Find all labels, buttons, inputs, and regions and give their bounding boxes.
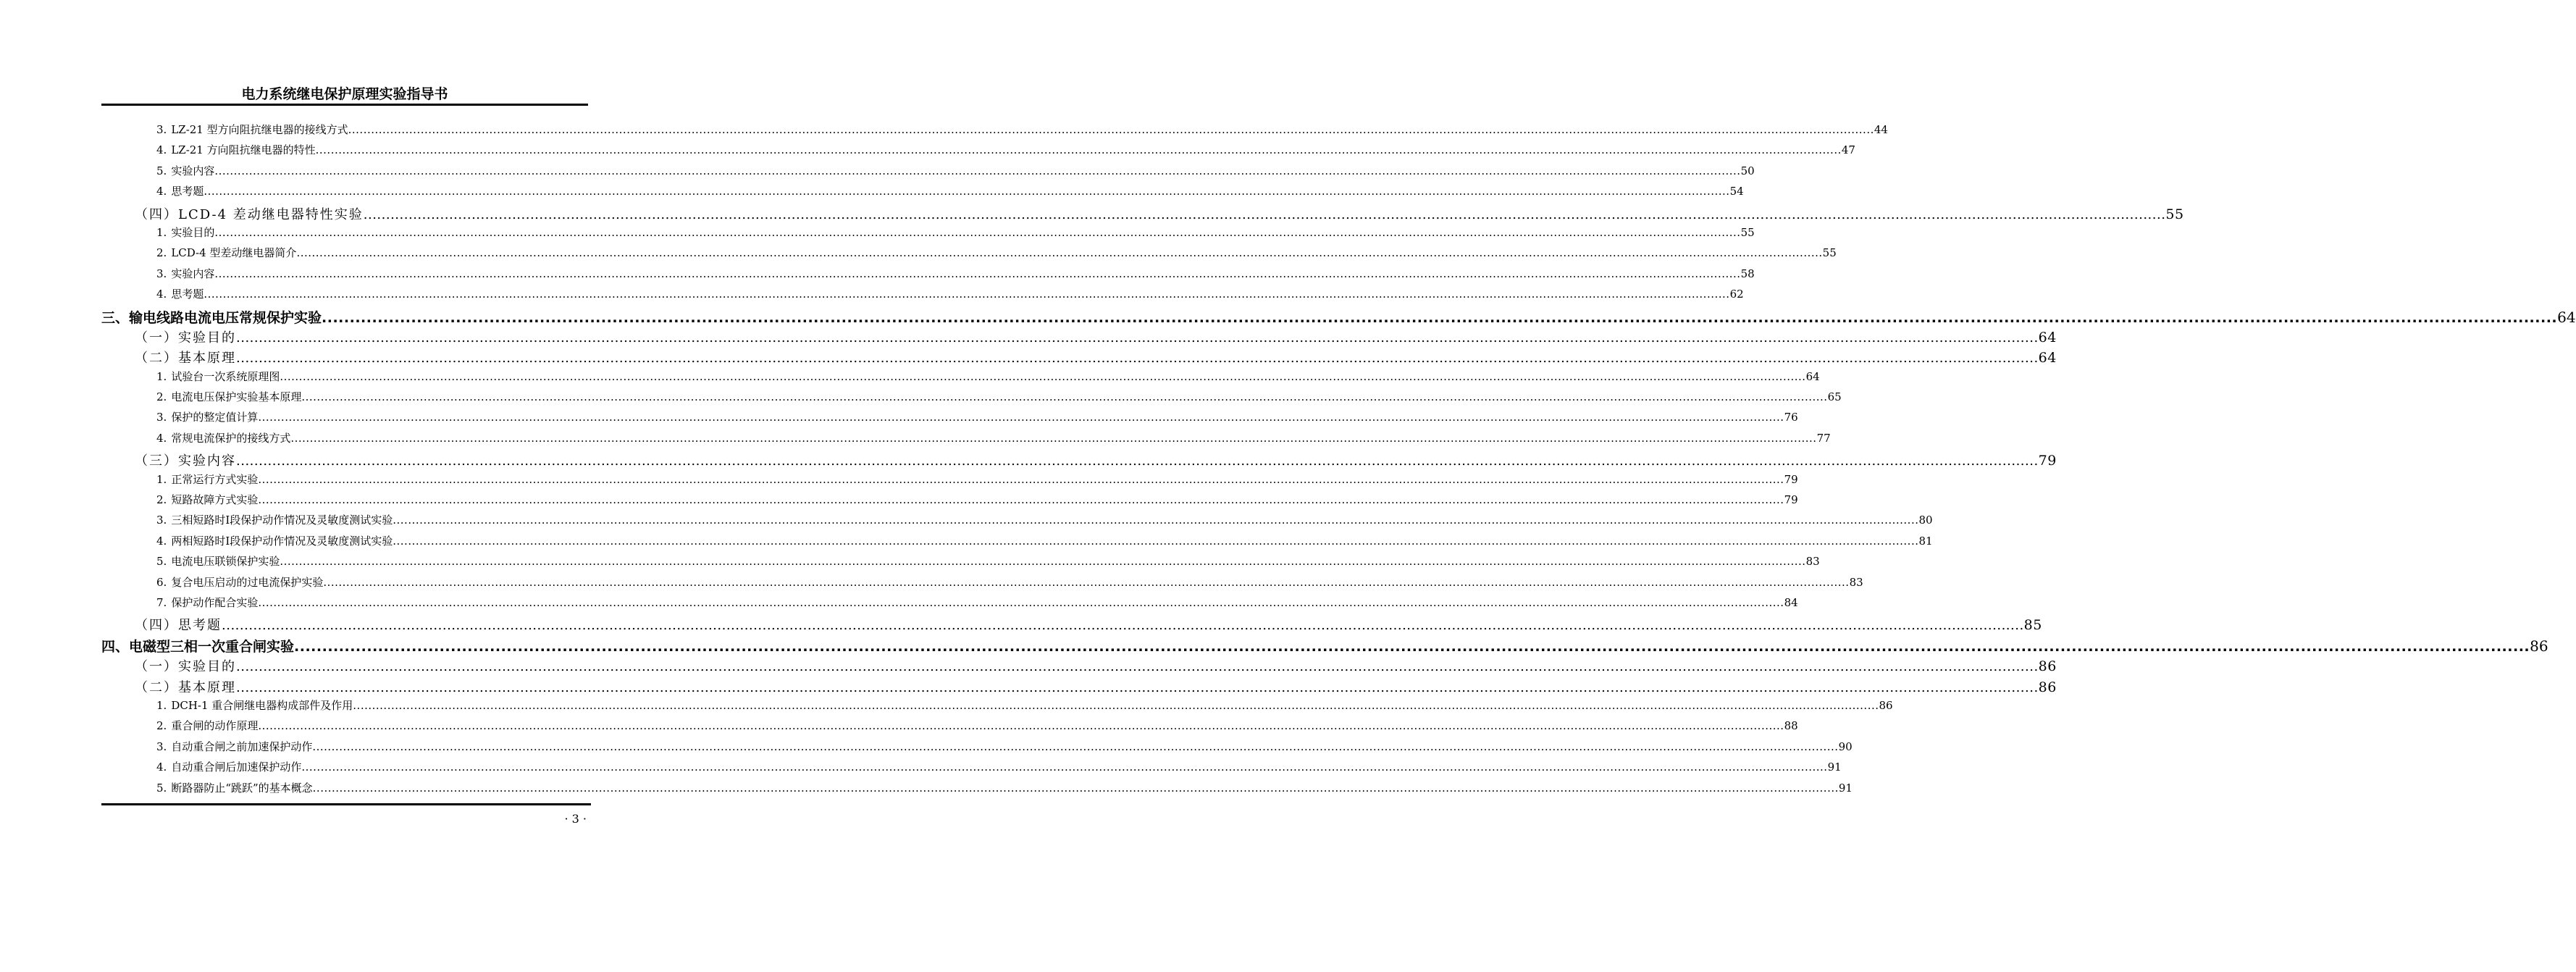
toc-dot-leader: ................................................................................................................................................................................................................................................................................................................................................................................................................ <box>315 143 1842 157</box>
toc-dot-leader: ................................................................................................................................................................................................................................................................................................................................................................................................................ <box>222 618 2024 634</box>
toc-entry-title: 复合电压启动的过电流保护实验 <box>171 575 324 589</box>
toc-dot-leader: ................................................................................................................................................................................................................................................................................................................................................................................................................ <box>312 781 1839 795</box>
toc-entry[interactable] <box>101 656 2057 676</box>
toc-entry-page: 55 <box>1740 225 1755 239</box>
toc-entry-number: 1. <box>156 225 167 239</box>
toc-entry-page: 85 <box>2023 617 2042 634</box>
toc-entry[interactable] <box>101 636 2548 656</box>
toc-entry-number: 4. <box>156 185 167 198</box>
toc-entry[interactable] <box>101 204 2184 225</box>
toc-entry-number: 3. <box>156 514 167 527</box>
toc-entry-page: 64 <box>2038 350 2057 366</box>
toc-dot-leader: ................................................................................................................................................................................................................................................................................................................................................................................................................ <box>322 309 2558 326</box>
toc-entry[interactable] <box>101 348 2057 368</box>
toc-entry[interactable] <box>101 286 1744 306</box>
toc-entry-page: 62 <box>1729 288 1744 301</box>
toc-entry-page: 54 <box>1729 185 1744 198</box>
toc-entry-page: 88 <box>1784 719 1798 733</box>
toc-entry-number: 1. <box>156 369 167 383</box>
toc-entry-page: 86 <box>2038 658 2057 675</box>
toc-entry-page: 55 <box>1822 246 1837 260</box>
toc-dot-leader: ................................................................................................................................................................................................................................................................................................................................................................................................................ <box>258 595 1784 609</box>
page-header-title: 电力系统继电保护原理实验指导书 <box>241 86 448 102</box>
toc-entry[interactable] <box>101 780 1853 800</box>
toc-dot-leader: ................................................................................................................................................................................................................................................................................................................................................................................................................ <box>214 164 1741 177</box>
toc-entry-title: LZ-21 型方向阻抗继电器的接线方式 <box>171 123 348 136</box>
toc-entry-title: 短路故障方式实验 <box>171 493 259 507</box>
page-number: · 3 · <box>564 812 587 826</box>
toc-entry-page: 44 <box>1874 123 1888 136</box>
toc-entry-page: 83 <box>1805 555 1820 569</box>
toc-entry[interactable] <box>101 718 1798 738</box>
toc-entry-page: 91 <box>1838 781 1853 795</box>
toc-dot-leader: ................................................................................................................................................................................................................................................................................................................................................................................................................ <box>258 493 1784 507</box>
toc-entry-number: 4. <box>156 761 167 774</box>
toc-entry-title: 电流电压联锁保护实验 <box>171 555 280 569</box>
toc-entry[interactable] <box>101 533 1933 553</box>
toc-entry-page: 80 <box>1918 514 1933 527</box>
table-of-contents <box>101 122 2576 800</box>
toc-entry[interactable] <box>101 677 2057 697</box>
toc-dot-leader: ................................................................................................................................................................................................................................................................................................................................................................................................................ <box>280 369 1806 383</box>
toc-entry-title: 四、电磁型三相一次重合闸实验 <box>101 638 295 655</box>
toc-entry-title: （二）基本原理 <box>135 679 236 695</box>
toc-entry[interactable] <box>101 389 1842 409</box>
toc-entry-number: 6. <box>156 575 167 589</box>
toc-entry-title: （一）实验目的 <box>135 659 236 675</box>
toc-entry-title: 保护动作配合实验 <box>171 595 259 609</box>
toc-dot-leader: ................................................................................................................................................................................................................................................................................................................................................................................................................ <box>236 330 2039 345</box>
toc-entry-title: 重合闸的动作原理 <box>171 719 259 733</box>
toc-entry-title: （四）LCD-4 差动继电器特性实验 <box>135 206 364 222</box>
toc-entry-page: 64 <box>1805 369 1820 383</box>
toc-entry[interactable] <box>101 163 1755 183</box>
toc-dot-leader: ................................................................................................................................................................................................................................................................................................................................................................................................................ <box>214 225 1741 239</box>
toc-entry-number: 5. <box>156 164 167 177</box>
toc-entry[interactable] <box>101 307 2576 327</box>
toc-dot-leader: ................................................................................................................................................................................................................................................................................................................................................................................................................ <box>301 390 1828 404</box>
toc-entry-page: 84 <box>1784 595 1798 609</box>
toc-entry-title: DCH-1 重合闸继电器构成部件及作用 <box>171 698 353 712</box>
toc-entry-number: 2. <box>156 390 167 404</box>
toc-entry-title: 两相短路时Ⅰ段保护动作情况及灵敏度测试实验 <box>171 534 393 548</box>
toc-dot-leader: ................................................................................................................................................................................................................................................................................................................................................................................................................ <box>363 206 2166 222</box>
header-rule <box>101 104 588 106</box>
toc-entry-title: （一）实验目的 <box>135 330 236 345</box>
toc-entry-title: 正常运行方式实验 <box>171 472 259 486</box>
toc-entry-number: 4. <box>156 288 167 301</box>
toc-dot-leader: ................................................................................................................................................................................................................................................................................................................................................................................................................ <box>280 555 1806 569</box>
toc-entry-number: 3. <box>156 411 167 424</box>
toc-entry[interactable] <box>101 615 2042 635</box>
toc-entry-page: 79 <box>2038 453 2057 469</box>
footer-rule <box>101 803 591 805</box>
toc-entry[interactable] <box>101 266 1755 286</box>
toc-entry[interactable] <box>101 225 1755 245</box>
toc-entry-number: 3. <box>156 267 167 280</box>
toc-entry-title: 思考题 <box>171 288 204 301</box>
toc-entry-title: LCD-4 型差动继电器简介 <box>171 246 297 260</box>
toc-entry-title: （二）基本原理 <box>135 351 236 366</box>
toc-dot-leader: ................................................................................................................................................................................................................................................................................................................................................................................................................ <box>323 575 1850 589</box>
toc-entry-page: 65 <box>1827 390 1842 404</box>
toc-entry-title: （四）思考题 <box>135 618 222 634</box>
toc-entry-title: 三相短路时Ⅰ段保护动作情况及灵敏度测试实验 <box>171 514 393 527</box>
toc-dot-leader: ................................................................................................................................................................................................................................................................................................................................................................................................................ <box>353 698 1879 712</box>
toc-entry-title: 电流电压保护实验基本原理 <box>171 390 302 404</box>
toc-entry[interactable] <box>101 512 1933 532</box>
toc-entry-title: LZ-21 方向阻抗继电器的特性 <box>171 143 316 157</box>
toc-dot-leader: ................................................................................................................................................................................................................................................................................................................................................................................................................ <box>204 185 1730 198</box>
toc-dot-leader: ................................................................................................................................................................................................................................................................................................................................................................................................................ <box>393 514 1919 527</box>
toc-dot-leader: ................................................................................................................................................................................................................................................................................................................................................................................................................ <box>348 123 1874 136</box>
toc-entry-page: 86 <box>2038 679 2057 695</box>
toc-dot-leader: ................................................................................................................................................................................................................................................................................................................................................................................................................ <box>258 719 1784 733</box>
toc-entry-title: 实验内容 <box>171 164 215 177</box>
toc-entry[interactable] <box>101 142 1855 162</box>
toc-entry-title: 自动重合闸后加速保护动作 <box>171 761 302 774</box>
toc-entry-title: 实验内容 <box>171 267 215 280</box>
toc-entry[interactable] <box>101 553 1820 574</box>
toc-entry-number: 1. <box>156 472 167 486</box>
toc-dot-leader: ................................................................................................................................................................................................................................................................................................................................................................................................................ <box>290 431 1817 445</box>
toc-entry-title: 试验台一次系统原理图 <box>171 369 280 383</box>
toc-entry[interactable] <box>101 451 2057 471</box>
toc-entry[interactable] <box>101 183 1744 204</box>
toc-dot-leader: ................................................................................................................................................................................................................................................................................................................................................................................................................ <box>296 246 1823 260</box>
toc-dot-leader: ................................................................................................................................................................................................................................................................................................................................................................................................................ <box>214 267 1741 280</box>
toc-entry-page: 77 <box>1816 431 1831 445</box>
toc-entry-number: 4. <box>156 431 167 445</box>
toc-entry-number: 5. <box>156 555 167 569</box>
toc-entry-number: 2. <box>156 719 167 733</box>
toc-dot-leader: ................................................................................................................................................................................................................................................................................................................................................................................................................ <box>393 534 1919 548</box>
toc-entry-page: 86 <box>1879 698 1893 712</box>
toc-dot-leader: ................................................................................................................................................................................................................................................................................................................................................................................................................ <box>236 453 2039 469</box>
toc-dot-leader: ................................................................................................................................................................................................................................................................................................................................................................................................................ <box>236 659 2039 675</box>
toc-entry-page: 83 <box>1849 575 1863 589</box>
toc-entry[interactable] <box>101 595 1798 615</box>
toc-entry-page: 64 <box>2038 329 2057 345</box>
toc-entry[interactable] <box>101 430 1831 451</box>
toc-entry[interactable] <box>101 369 1820 389</box>
toc-entry-title: 断路器防止“跳跃”的基本概念 <box>171 781 313 795</box>
toc-entry-page: 91 <box>1827 761 1842 774</box>
toc-entry[interactable] <box>101 739 1853 759</box>
toc-dot-leader: ................................................................................................................................................................................................................................................................................................................................................................................................................ <box>204 288 1730 301</box>
toc-dot-leader: ................................................................................................................................................................................................................................................................................................................................................................................................................ <box>258 472 1784 486</box>
toc-entry-page: 50 <box>1740 164 1755 177</box>
toc-entry-page: 64 <box>2557 308 2576 326</box>
toc-entry-number: 3. <box>156 123 167 136</box>
toc-entry[interactable] <box>101 122 1888 142</box>
toc-dot-leader: ................................................................................................................................................................................................................................................................................................................................................................................................................ <box>301 761 1828 774</box>
toc-dot-leader: ................................................................................................................................................................................................................................................................................................................................................................................................................ <box>312 740 1839 753</box>
toc-dot-leader: ................................................................................................................................................................................................................................................................................................................................................................................................................ <box>258 411 1784 424</box>
toc-entry[interactable] <box>101 697 1893 718</box>
toc-entry[interactable] <box>101 492 1798 512</box>
toc-entry[interactable] <box>101 327 2057 348</box>
toc-entry-page: 81 <box>1918 534 1933 548</box>
toc-dot-leader: ................................................................................................................................................................................................................................................................................................................................................................................................................ <box>294 638 2530 655</box>
toc-entry-number: 1. <box>156 698 167 712</box>
toc-entry-title: 常规电流保护的接线方式 <box>171 431 291 445</box>
toc-entry-number: 2. <box>156 493 167 507</box>
toc-entry-title: 思考题 <box>171 185 204 198</box>
toc-entry-title: （三）实验内容 <box>135 453 236 469</box>
toc-entry-title: 自动重合闸之前加速保护动作 <box>171 740 313 753</box>
toc-entry-number: 5. <box>156 781 167 795</box>
toc-entry-page: 76 <box>1784 411 1798 424</box>
toc-entry-page: 55 <box>2165 206 2184 222</box>
toc-entry-number: 4. <box>156 143 167 157</box>
toc-entry-number: 2. <box>156 246 167 260</box>
toc-entry-page: 47 <box>1841 143 1855 157</box>
toc-entry-page: 79 <box>1784 493 1798 507</box>
toc-entry-title: 三、输电线路电流电压常规保护实验 <box>101 309 322 326</box>
toc-entry[interactable] <box>101 472 1798 492</box>
toc-entry[interactable] <box>101 409 1798 430</box>
toc-entry-page: 58 <box>1740 267 1755 280</box>
toc-entry-page: 90 <box>1838 740 1853 753</box>
toc-entry-number: 3. <box>156 740 167 753</box>
toc-dot-leader: ................................................................................................................................................................................................................................................................................................................................................................................................................ <box>236 679 2039 695</box>
toc-entry-page: 79 <box>1784 472 1798 486</box>
toc-entry-title: 实验目的 <box>171 225 215 239</box>
toc-entry[interactable] <box>101 245 1837 265</box>
toc-entry-page: 86 <box>2530 637 2548 655</box>
toc-dot-leader: ................................................................................................................................................................................................................................................................................................................................................................................................................ <box>236 351 2039 366</box>
toc-entry-number: 7. <box>156 595 167 609</box>
toc-entry-number: 4. <box>156 534 167 548</box>
toc-entry[interactable] <box>101 759 1842 779</box>
toc-entry[interactable] <box>101 574 1863 595</box>
toc-entry-title: 保护的整定值计算 <box>171 411 259 424</box>
